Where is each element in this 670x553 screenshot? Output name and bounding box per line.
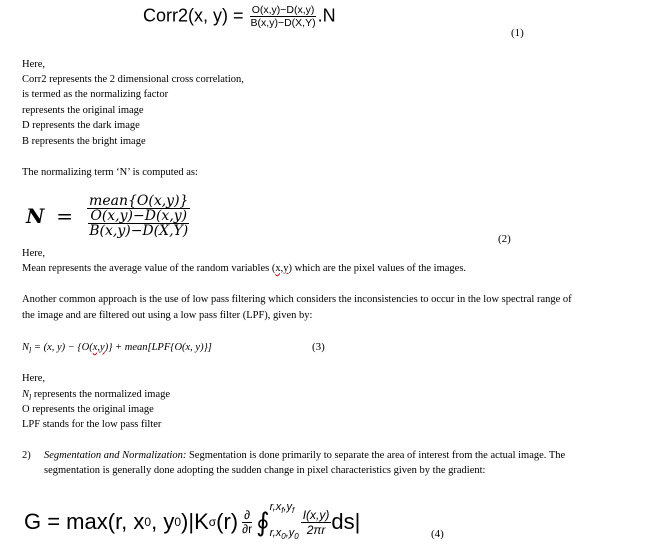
eq4-frac-den: 2πr bbox=[306, 522, 326, 537]
para4-sub: l bbox=[29, 393, 32, 403]
eq3-mid: = (x, y) − {O( bbox=[31, 342, 93, 353]
eq3-number: (3) bbox=[312, 341, 325, 353]
para2-text-b: ) which are the pixel values of the images. bbox=[288, 263, 467, 274]
para1-line-5: B represents the bright image bbox=[22, 136, 146, 147]
para2-text-squig: x,y bbox=[275, 263, 289, 274]
equation-1 bbox=[143, 4, 336, 29]
eq1-tail: .N bbox=[317, 5, 336, 26]
eq4-lhs: G = max(r, x bbox=[24, 509, 145, 535]
para1-line-1: Corr2 represents the 2 dimensional cross correlation, bbox=[22, 74, 244, 85]
eq1-denominator: B(x,y)−D(X,Y) bbox=[250, 17, 316, 29]
para1-here: Here, bbox=[22, 59, 46, 70]
para4-rest: represents the normalized image bbox=[31, 389, 171, 400]
eq3-sub: l bbox=[29, 346, 32, 356]
eq3-squig: x,y bbox=[92, 342, 105, 353]
section-line-1 bbox=[22, 449, 565, 463]
para3-line-1: Another common approach is the use of low pass filtering which considers the inconsistencies to occur in the low spectral range of bbox=[22, 294, 572, 305]
eq2-equals: = bbox=[56, 204, 74, 228]
eq4-fraction bbox=[301, 508, 332, 537]
eq4-upper-limit: $r,x_f,y_f$ bbox=[269, 501, 295, 516]
para3-line-2: the image and are filtered out using a low pass filter (LPF), given by: bbox=[22, 310, 313, 321]
eq4-ds: ds| bbox=[331, 509, 361, 535]
eq2-numerator: mean{O(x,y)} bbox=[89, 193, 189, 209]
eq4-sub-y0: 0 bbox=[174, 515, 182, 530]
para4-here: Here, bbox=[22, 373, 46, 384]
eq2-lhs: N bbox=[26, 204, 45, 228]
para2-line bbox=[22, 262, 466, 276]
eq4-partial: ∂ bbox=[244, 507, 251, 522]
eq3-rest: )} + mean[LPF{O(x, y)}] bbox=[104, 342, 212, 353]
para2-text-a: Mean represents the average value of the random variables ( bbox=[22, 263, 276, 274]
eq1-number: (1) bbox=[511, 27, 524, 39]
normalizing-intro: The normalizing term ‘N’ is computed as: bbox=[22, 167, 198, 178]
eq2-fraction bbox=[87, 194, 190, 238]
eq4-number: (4) bbox=[431, 528, 444, 540]
para4-line-2: O represents the original image bbox=[22, 404, 154, 415]
eq2-number: (2) bbox=[498, 233, 511, 245]
section-title: Segmentation and Normalization: bbox=[44, 450, 187, 461]
eq2-middle: O(x,y)−D(x,y) bbox=[90, 208, 188, 224]
eq4-limits bbox=[270, 496, 299, 548]
para1-line-4: D represents the dark image bbox=[22, 120, 140, 131]
para2-here: Here, bbox=[22, 248, 46, 259]
eq3-lhs: N bbox=[22, 342, 30, 353]
eq4-derivative bbox=[240, 509, 254, 536]
section-number: 2) bbox=[22, 450, 31, 461]
para1-line-2: is termed as the normalizing factor bbox=[22, 89, 169, 100]
eq4-c2: )|K bbox=[181, 509, 209, 535]
para4-line-3: LPF stands for the low pass filter bbox=[22, 419, 162, 430]
eq4-partial-r: ∂r bbox=[242, 521, 253, 536]
eq4-contour-integral: ∮ bbox=[256, 506, 270, 537]
equation-2 bbox=[26, 194, 190, 238]
eq1-numerator: O(x,y)−D(x,y) bbox=[251, 4, 315, 16]
eq4-c1: , y bbox=[151, 509, 175, 535]
para1-line-3: represents the original image bbox=[22, 105, 144, 116]
eq4-sub-x0: 0 bbox=[144, 515, 152, 530]
section-line-2: segmentation is generally done adopting the sudden change in pixel characteristics given by the gradient: bbox=[44, 465, 486, 476]
section-line-1-text: Segmentation is done primarily to separate the area of interest from the actual image. The bbox=[186, 450, 566, 461]
eq4-frac-num: I(x,y) bbox=[302, 507, 330, 522]
eq2-denominator: B(x,y)−D(X,Y) bbox=[89, 223, 189, 239]
eq4-lower-limit: $r,x_0,y_0$ bbox=[269, 527, 299, 542]
para4-var: N bbox=[22, 389, 30, 400]
equation-3 bbox=[22, 341, 212, 358]
eq4-sigma: σ bbox=[208, 515, 217, 530]
eq4-c3: (r) bbox=[216, 509, 239, 535]
eq1-fraction bbox=[249, 4, 318, 29]
eq1-lhs: Corr2(x, y) = bbox=[143, 5, 244, 26]
equation-4 bbox=[24, 496, 360, 548]
